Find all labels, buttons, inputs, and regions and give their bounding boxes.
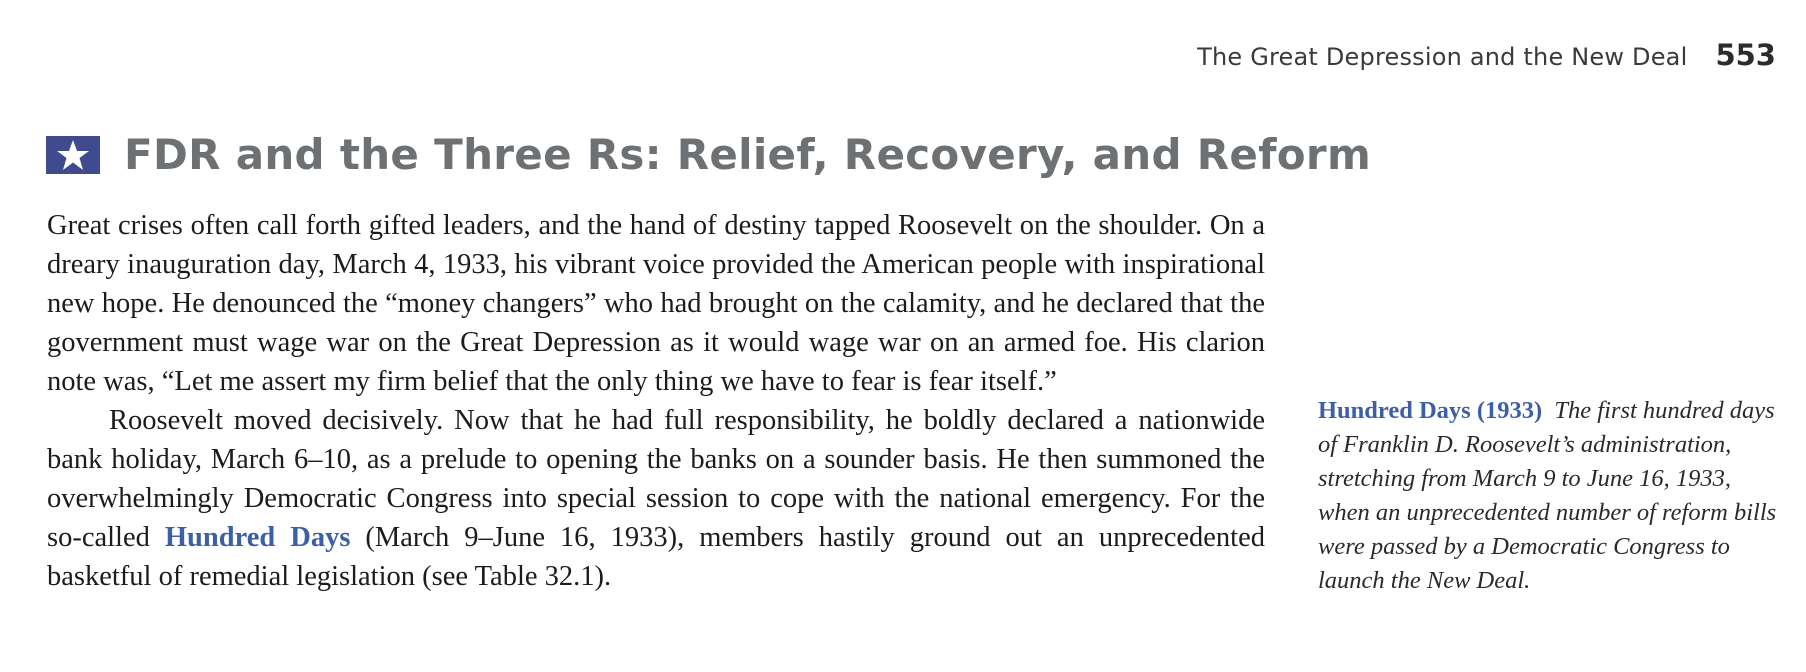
margin-glossary-note (1318, 394, 1788, 598)
margin-note-term: Hundred Days (1933) (1318, 397, 1543, 424)
section-heading (46, 130, 1371, 179)
margin-note-definition: The first hundred days of Franklin D. Roosevelt’s administration, stretching from March 9 to June 16, 1933, when an unprecedented number of reform bills were passed by a Democratic Congress to launch the New Deal. (1318, 397, 1777, 594)
star-icon (46, 136, 100, 174)
running-head (1197, 38, 1776, 72)
page-number: 553 (1715, 38, 1776, 72)
paragraph-2-text-after: (March 9–June 16, 1933), members hastily ground out an unprecedented basketful of remedial legislation (see Table 32.1). (47, 522, 1265, 592)
paragraph-2 (47, 401, 1265, 596)
running-head-title: The Great Depression and the New Deal (1197, 43, 1688, 71)
paragraph-1: Great crises often call forth gifted leaders, and the hand of destiny tapped Roosevelt on the shoulder. On a dreary inauguration day, March 4, 1933, his vibrant voice provided the American people with inspirational new hope. He denounced the “money changers” who had brought on the calamity, and he declared that the government must wage war on the Great Depression as it would wage war on an armed foe. His clarion note was, “Let me assert my firm belief that the only thing we have to fear is fear itself.” (47, 210, 1265, 397)
section-title: FDR and the Three Rs: Relief, Recovery, and Reform (124, 130, 1372, 179)
body-text (47, 206, 1265, 596)
key-term-hundred-days: Hundred Days (164, 522, 351, 553)
paragraph-2-text-before: Roosevelt moved decisively. Now that he had full responsibility, he boldly declared a nationwide bank holiday, March 6–10, as a prelude to opening the banks on a sounder basis. He then summoned the overwhelmingly Democratic Congress into special session to cope with the national emergency. For the so-called (47, 405, 1265, 553)
